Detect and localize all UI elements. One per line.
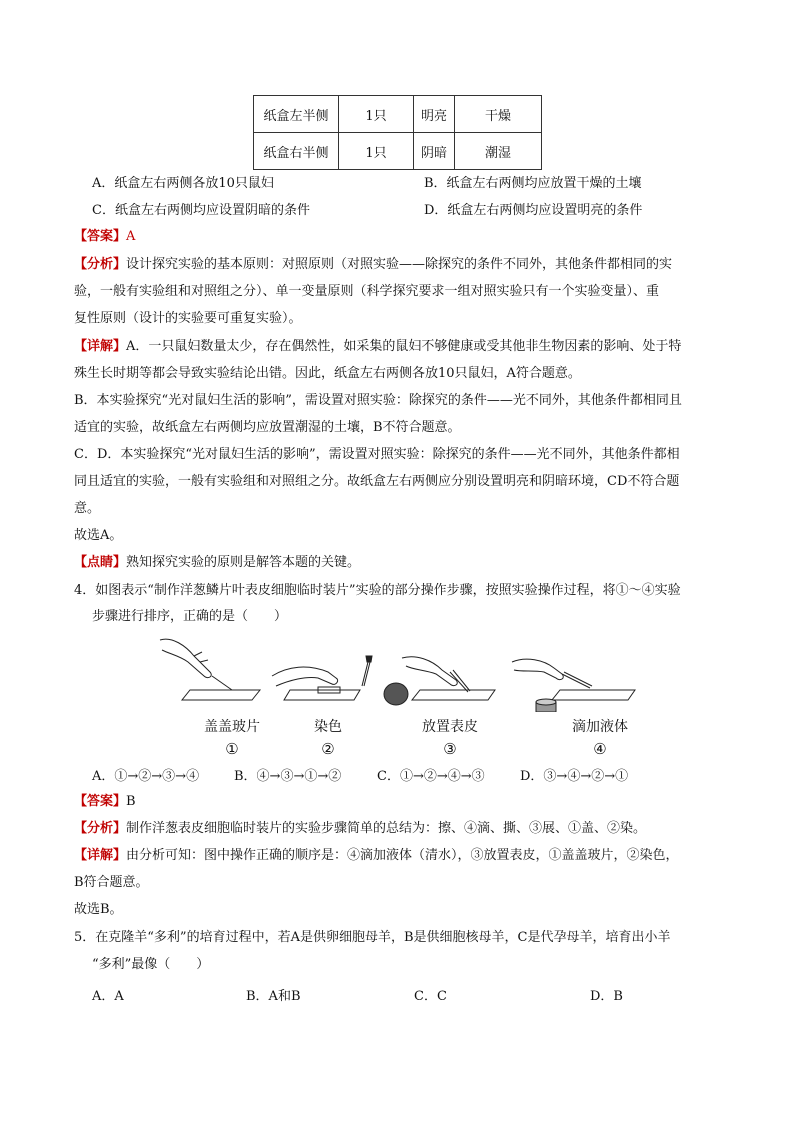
q3-detail-line-7: 意。 — [74, 501, 101, 516]
q5-option-b: B．A和B — [246, 989, 301, 1004]
q3-detail-line-4: 适宜的实验，故纸盒左右两侧均应放置潮湿的土壤，B不符合题意。 — [74, 420, 461, 435]
detail-text: A．一只鼠妇数量太少，存在偶然性，如采集的鼠妇不够健康或受其他非生物因素的影响、处于特 — [126, 339, 682, 354]
table-cell: 阴暗 — [414, 133, 455, 170]
point-text: 熟知探究实验的原则是解答本题的关键。 — [126, 555, 361, 570]
q3-option-d: D．纸盒左右两侧均应设置明亮的条件 — [424, 203, 643, 218]
fig-number-1: ① — [225, 740, 239, 758]
q3-option-c: C．纸盒左右两侧均应设置阴暗的条件 — [92, 203, 310, 218]
q3-point-line — [74, 554, 360, 572]
fig-number-4: ④ — [593, 740, 607, 758]
table-cell: 纸盒左半侧 — [254, 96, 339, 133]
point-tag: 【点睛】 — [74, 555, 127, 570]
q4-option-b: B．④→③→①→② — [234, 769, 342, 784]
detail-text: 由分析可知：图中操作正确的顺序是：④滴加液体（清水），③放置表皮，①盖盖玻片，②染色， — [126, 848, 679, 863]
detail-tag: 【详解】 — [74, 339, 127, 354]
table-row — [254, 96, 542, 133]
q5-option-c: C．C — [414, 989, 447, 1004]
fig-label-4: 滴加液体 — [572, 719, 628, 735]
fig-number-2: ② — [321, 740, 335, 758]
q3-analysis-line-3: 复性原则（设计的实验要可重复实验）。 — [74, 311, 302, 326]
q5-stem-line-2: “多利”最像（ ） — [92, 957, 210, 972]
table-cell: 纸盒右半侧 — [254, 133, 339, 170]
q3-detail-line-3: B．本实验探究“光对鼠妇生活的影响”，需设置对照实验：除探究的条件——光不同外，其他条件都相同且 — [74, 393, 682, 408]
q3-detail-line-5: C．D．本实验探究“光对鼠妇生活的影响”，需设置对照实验：除探究的条件——光不同外，其他条件都相 — [74, 447, 680, 462]
q4-stem-line-2: 步骤进行排序，正确的是（ ） — [92, 609, 288, 624]
answer-value: B — [126, 794, 136, 809]
table-cell: 明亮 — [414, 96, 455, 133]
q3-detail-line-6: 同且适宜的实验，一般有实验组和对照组之分。故纸盒左右两侧应分别设置明亮和阴暗环境，CD不符合题 — [74, 474, 680, 489]
experiment-table — [253, 95, 542, 170]
answer-tag: 【答案】 — [74, 229, 127, 244]
q4-option-c: C．①→②→④→③ — [377, 769, 485, 784]
q4-stem-line-1: 4．如图表示“制作洋葱鳞片叶表皮细胞临时装片”实验的部分操作步骤，按照实验操作过程，将①～④实验 — [74, 583, 681, 598]
answer-tag: 【答案】 — [74, 794, 127, 809]
analysis-tag: 【分析】 — [74, 257, 127, 272]
q4-detail-line-1 — [74, 847, 679, 865]
fig-label-3: 放置表皮 — [422, 719, 478, 735]
q3-choose: 故选A。 — [74, 528, 123, 543]
q3-detail-line-2: 殊生长时期等都会导致实验结论出错。因此，纸盒左右两侧各放10只鼠妇，A符合题意。 — [74, 366, 581, 381]
q3-analysis-line-2: 验，一般有实验组和对照组之分）、单一变量原则（科学探究要求一组对照实验只有一个实验变量）、重 — [74, 284, 660, 299]
q3-option-b: B．纸盒左右两侧均应放置干燥的土壤 — [424, 176, 642, 191]
q4-answer-line — [74, 793, 136, 811]
q4-option-a: A．①→②→③→④ — [92, 769, 200, 784]
analysis-text: 设计探究实验的基本原则：对照原则（对照实验——除探究的条件不同外，其他条件都相同的实 — [126, 257, 673, 272]
placing-epidermis-illustration — [384, 657, 495, 705]
fig-label-2: 染色 — [314, 719, 342, 735]
detail-tag: 【详解】 — [74, 848, 127, 863]
q3-answer-line — [74, 228, 135, 246]
q5-option-d: D．B — [590, 989, 623, 1004]
q4-option-d: D．③→④→②→① — [520, 769, 629, 784]
table-cell: 1只 — [339, 96, 414, 133]
q4-choose: 故选B。 — [74, 902, 123, 917]
q3-detail-line-1 — [74, 338, 681, 356]
fig-label-1: 盖盖玻片 — [204, 719, 260, 735]
q4-detail-line-2: B符合题意。 — [74, 875, 149, 890]
cover-slip-illustration — [160, 639, 260, 700]
table-row — [254, 133, 542, 170]
adding-liquid-illustration — [512, 659, 635, 712]
table-cell: 潮湿 — [455, 133, 542, 170]
q3-option-a: A．纸盒左右两侧各放10只鼠妇 — [92, 176, 274, 191]
fig-number-3: ③ — [443, 740, 457, 758]
q3-analysis-line-1 — [74, 256, 672, 274]
table-cell: 1只 — [339, 133, 414, 170]
staining-illustration — [272, 656, 372, 700]
analysis-tag: 【分析】 — [74, 821, 127, 836]
analysis-text: 制作洋葱表皮细胞临时装片的实验步骤简单的总结为：擦、④滴、撕、③展、①盖、②染。 — [126, 821, 647, 836]
q4-analysis-line — [74, 820, 646, 838]
q4-step-illustrations — [150, 632, 650, 712]
q5-option-a: A．A — [92, 989, 124, 1004]
table-cell: 干燥 — [455, 96, 542, 133]
answer-value: A — [126, 229, 136, 244]
q5-stem-line-1: 5．在克隆羊“多利”的培育过程中，若A是供卵细胞母羊，B是供细胞核母羊，C是代孕母羊，培育出小羊 — [74, 930, 671, 945]
